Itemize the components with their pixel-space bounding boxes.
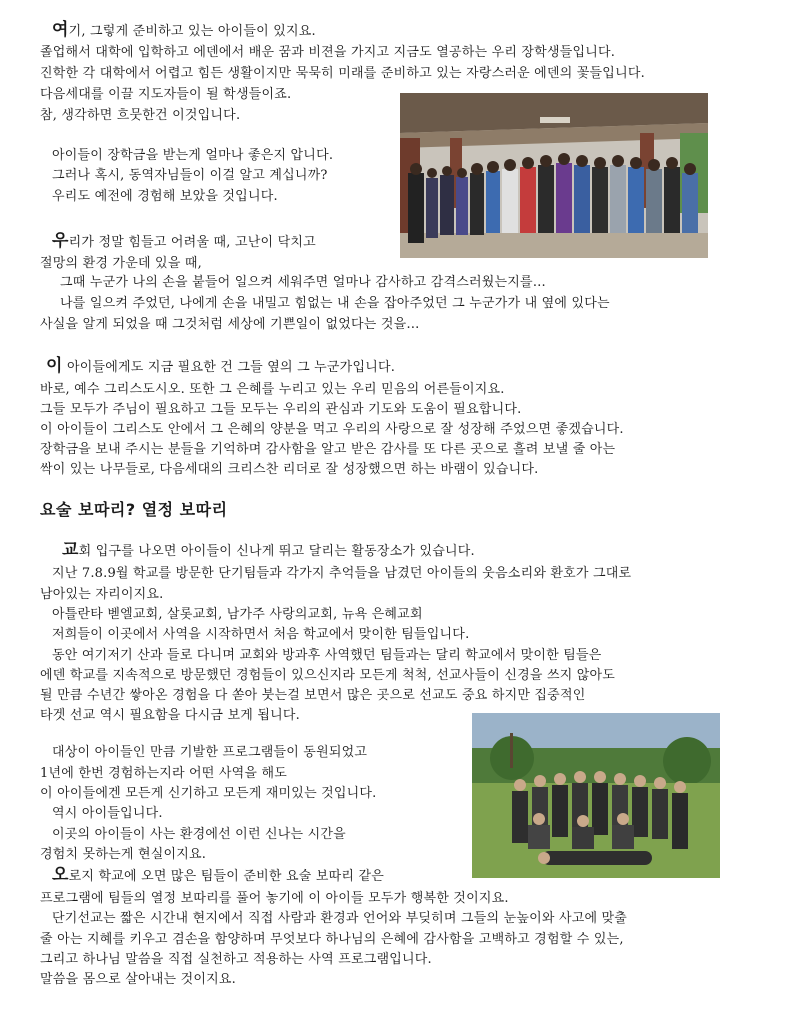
text-line: 아틀란타 벧엘교회, 살롯교회, 남가주 사랑의교회, 뉴욕 은혜교회 [52,607,423,622]
text-line: 진학한 각 대학에서 어렵고 힘든 생활이지만 묵묵히 미래를 준비하고 있는 자랑스러운 에덴의 꽃들입니다. [40,66,645,81]
text-line: 나를 일으켜 주었던, 나에게 손을 내밀고 힘없는 내 손을 잡아주었던 그 누군가가 내 옆에 있다는 [60,296,610,311]
text-line: 우리도 예전에 경험해 보았을 것입니다. [52,189,278,204]
text-line: 그들 모두가 주님이 필요하고 그들 모두는 우리의 관심과 기도와 도움이 필요합니다. [40,402,522,417]
text-line: 그리고 하나님 말씀을 직접 실천하고 적용하는 사역 프로그램입니다. [40,952,432,967]
text-line: 싹이 있는 나무들로, 다음세대의 크리스찬 리더로 잘 성장했으면 하는 바램이 있습니다. [40,462,539,477]
text-line: 줄 아는 지혜를 키우고 겸손을 함양하며 무엇보다 하나님의 은혜에 감사함을 고백하고 경험할 수 있는, [40,932,624,947]
drop-cap: 오 [52,865,69,885]
text-line: 프로그램에 팀들의 열정 보따리를 풀어 놓기에 이 아이들 모두가 행복한 것이지요. [40,891,509,906]
drop-cap: 이 [46,356,63,376]
text-line: 저희들이 이곳에서 사역을 시작하면서 처음 학교에서 맞이한 팀들입니다. [52,627,470,642]
text-line: 우리가 정말 힘들고 어려울 때, 고난이 닥치고 [52,231,316,251]
text-line: 이곳의 아이들이 사는 환경에선 이런 신나는 시간을 [52,827,346,842]
text-line: 역시 아이들입니다. [52,806,163,821]
text-line: 아이들이 장학금을 받는게 얼마나 좋은지 압니다. [52,148,334,163]
text-line: 오로지 학교에 오면 많은 팀들이 준비한 요술 보따리 같은 [52,865,384,885]
text-line: 에덴 학교를 지속적으로 방문했던 경험들이 있으신지라 모든게 척척, 선교사들이 신경을 쓰지 않아도 [40,668,616,683]
text-line: 이 아이들에겐 모든게 신기하고 모든게 재미있는 것입니다. [40,786,377,801]
text-line: 1년에 한번 경험하는지라 어떤 사역을 해도 [40,766,288,781]
text-line: 바로, 예수 그리스도시오. 또한 그 은혜를 누리고 있는 우리 믿음의 어른들이지요. [40,382,505,397]
text-line: 경험치 못하는게 현실이지요. [40,847,207,862]
text-line: 단기선교는 짧은 시간내 현지에서 직접 사람과 환경과 언어와 부딪히며 그들의 눈높이와 사고에 맞출 [52,911,628,926]
text-line: 다음세대를 이끌 지도자들이 될 학생들이죠. [40,87,292,102]
text-line: 교회 입구를 나오면 아이들이 신나게 뛰고 달리는 활동장소가 있습니다. [62,540,475,560]
text-line: 졸업해서 대학에 입학하고 에덴에서 배운 꿈과 비젼을 가지고 지금도 열공하는 우리 장학생들입니다. [40,45,616,60]
text-line: 그러나 혹시, 동역자님들이 이걸 알고 계십니까? [52,168,328,183]
drop-cap: 교 [62,540,79,560]
drop-cap: 우 [52,231,69,251]
text-line: 대상이 아이들인 만큼 기발한 프로그램들이 동원되었고 [52,745,368,760]
text-line: 그때 누군가 나의 손을 붙들어 일으켜 세워주면 얼마나 감사하고 감격스러웠는지를… [60,275,546,290]
text-line: 될 만큼 수년간 쌓아온 경험을 다 쏟아 붓는걸 보면서 많은 곳으로 선교도 중요 하지만 집중적인 [40,688,586,703]
text-line: 남아있는 자리이지요. [40,587,164,602]
text-line: 말씀을 몸으로 살아내는 것이지요. [40,972,236,987]
group-photo-lawn [472,713,720,878]
text-line: 지난 7.8.9월 학교를 방문한 단기팀들과 각가지 추억들을 남겼던 아이들의 웃음소리와 환호가 그대로 [52,566,632,581]
text-line: 사실을 알게 되었을 때 그것처럼 세상에 기쁜일이 없었다는 것을… [40,317,420,332]
group-photo-veranda [400,93,708,258]
text-line: 타겟 선교 역시 필요함을 다시금 보게 됩니다. [40,708,300,723]
text-line: 여기, 그렇게 준비하고 있는 아이들이 있지요. [52,20,316,40]
section-heading: 요술 보따리? 열정 보따리 [40,500,228,519]
text-line: 이 아이들에게도 지금 필요한 건 그들 옆의 그 누군가입니다. [46,356,396,376]
drop-cap: 여 [52,20,69,40]
text-line: 장학금을 보내 주시는 분들을 기억하며 감사함을 알고 받은 감사를 또 다른 곳으로 흘려 보낼 줄 아는 [40,442,616,457]
text-line: 동안 여기저기 산과 들로 다니며 교회와 방과후 사역했던 팀들과는 달리 학교에서 맞이한 팀들은 [52,648,602,663]
text-line: 이 아이들이 그리스도 안에서 그 은혜의 양분을 먹고 우리의 사랑으로 잘 성장해 주었으면 좋겠습니다. [40,422,624,437]
text-line: 참, 생각하면 흐뭇한건 이것입니다. [40,108,241,123]
text-line: 절망의 환경 가운데 있을 때, [40,256,202,271]
